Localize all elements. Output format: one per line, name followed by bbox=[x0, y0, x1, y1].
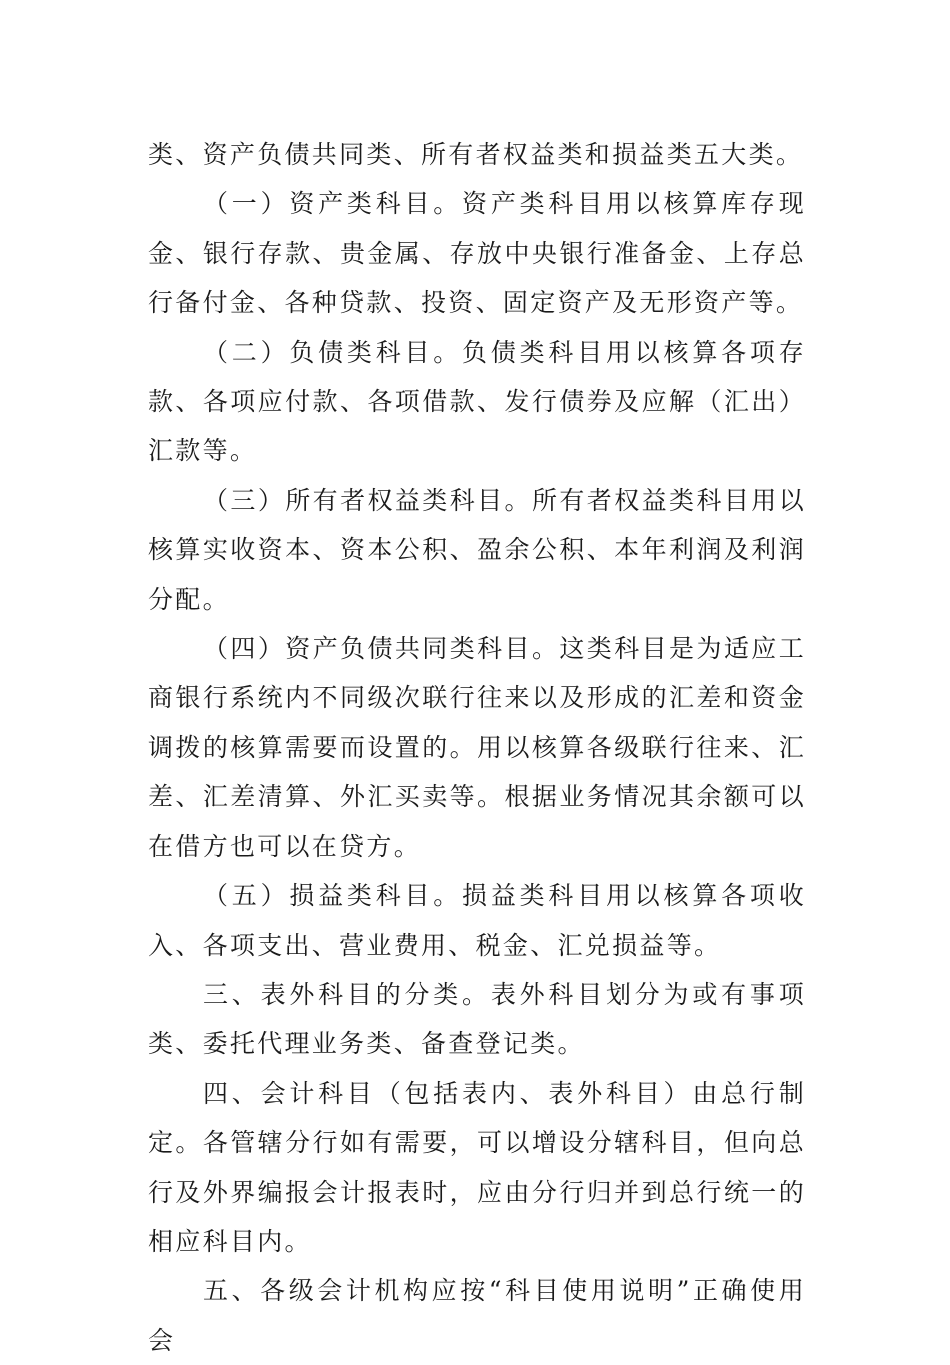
paragraph-profit-loss-accounts: （五）损益类科目。损益类科目用以核算各项收入、各项支出、营业费用、税金、汇兑损益等。 bbox=[148, 881, 806, 960]
paragraph-account-usage: 五、各级会计机构应按“科目使用说明”正确使用会 bbox=[148, 1276, 806, 1355]
document-body bbox=[148, 130, 806, 1365]
paragraph-account-setting: 四、会计科目（包括表内、表外科目）由总行制定。各管辖分行如有需要，可以增设分辖科目，但向总行及外界编报会计报表时，应由分行归并到总行统一的相应科目内。 bbox=[148, 1078, 806, 1256]
paragraph-equity-accounts: （三）所有者权益类科目。所有者权益类科目用以核算实收资本、资本公积、盈余公积、本年利润及利润分配。 bbox=[148, 485, 806, 614]
paragraph-continuation: 类、资产负债共同类、所有者权益类和损益类五大类。 bbox=[148, 140, 804, 169]
paragraph-common-accounts: （四）资产负债共同类科目。这类科目是为适应工商银行系统内不同级次联行往来以及形成的汇差和资金调拨的核算需要而设置的。用以核算各级联行往来、汇差、汇差清算、外汇买卖等。根据业务情况其余额可以在借方也可以在贷方。 bbox=[148, 634, 806, 861]
paragraph-liability-accounts: （二）负债类科目。负债类科目用以核算各项存款、各项应付款、各项借款、发行债券及应解（汇出）汇款等。 bbox=[148, 337, 806, 466]
paragraph-off-balance-classification: 三、表外科目的分类。表外科目划分为或有事项类、委托代理业务类、备查登记类。 bbox=[148, 979, 806, 1059]
paragraph-asset-accounts: （一）资产类科目。资产类科目用以核算库存现金、银行存款、贵金属、存放中央银行准备金、上存总行备付金、各种贷款、投资、固定资产及无形资产等。 bbox=[148, 189, 806, 318]
